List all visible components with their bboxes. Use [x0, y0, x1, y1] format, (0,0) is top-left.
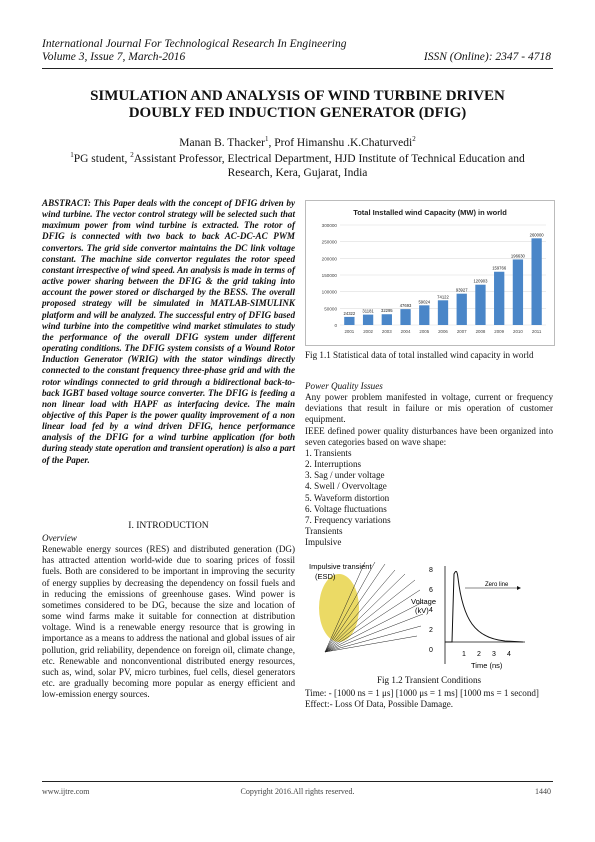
y-tick-label: 150000 — [321, 273, 337, 278]
x-tick: 1 — [462, 651, 466, 658]
label-time: Time (ns) — [471, 661, 503, 670]
arrow-head-icon — [517, 586, 521, 590]
issn: ISSN (Online): 2347 - 4718 — [423, 51, 551, 63]
bar — [382, 314, 392, 325]
bar — [531, 238, 541, 325]
chart-title: Total Installed wind Capacity (MW) in world — [353, 208, 507, 217]
data-label: 59024 — [418, 299, 431, 305]
affil-sup-1: 1 — [70, 151, 74, 159]
journal-volume: Volume 3, Issue 7, March-2016 — [42, 51, 186, 63]
journal-name: International Journal For Technological Research In Engineering — [42, 38, 347, 50]
abstract: ABSTRACT: This Paper deals with the concept of DFIG driven by wind turbine. The vector control strategy will be selected such that maximum power from wind turbine is extracted. The rotor of DFIG is connected with two back to back AC-DC-AC PWM convertors. The grid side convertor maintains the DC link voltage constant. The machine side convertor regulates the rotor speed constant irrespective of wind speed. An analysis is made in terms of active power sharing between the DFIG & the grid taking into account the power stored or discharged by the BESS. The overall proposed strategy will be simulated in MATLAB-SIMULINK platform and will be analyzed. The successful entry of DFIG based wind turbine into the competitive wind market stimulates to study the performance of the overall DFIG system under different operating conditions. The DFIG system consists of a Wound Rotor Induction Generator (WRIG) with the stator windings directly connected to the constant frequency three-phase grid and with the rotor windings connected to grid through a bidirectional back-to-back IGBT based voltage source converter. The DFIG is feeding a non linear load with HAPF as interfacing device. The main objective of this Paper is the power quality improvement of a non linear load fed by a wind driven DFIG, hence performance analysis of the DFIG for a wind turbine application (for both during steady state operation and transient operation) is also a part of the Paper. — [42, 198, 295, 465]
x-tick-label: 2008 — [475, 329, 486, 334]
data-label: 159766 — [492, 265, 507, 271]
bar — [363, 315, 373, 325]
bar — [419, 305, 429, 325]
x-tick-label: 2004 — [400, 329, 411, 334]
x-tick-label: 2002 — [363, 329, 373, 334]
label-zero-line: Zero line — [485, 582, 509, 588]
list-item: 6. Voltage fluctuations — [305, 503, 387, 514]
transient-figure — [305, 560, 553, 672]
impulsive-label: Impulsive — [305, 537, 342, 548]
x-tick: 4 — [507, 651, 511, 658]
footer-page-number: 1440 — [535, 787, 551, 796]
data-label: 260000 — [529, 232, 544, 238]
footer-rule — [42, 781, 553, 782]
power-quality-heading: Power Quality Issues — [305, 381, 383, 391]
section-heading-introduction: I. INTRODUCTION — [128, 520, 209, 531]
x-tick-label: 2006 — [438, 329, 448, 334]
transient-curve — [445, 571, 523, 642]
author-1: Manan B. Thacker — [179, 136, 265, 149]
data-label: 32295 — [380, 308, 393, 314]
x-tick-label: 2005 — [419, 329, 430, 334]
y-tick: 8 — [429, 567, 433, 574]
label-voltage: Voltage — [411, 597, 437, 606]
data-label: 196630 — [510, 253, 525, 259]
author-2: , Prof Himanshu .K.Chaturvedi — [268, 136, 413, 149]
list-item: 1. Transients — [305, 447, 352, 458]
author-2-sup: 2 — [412, 135, 416, 143]
label-esd: (ESD) — [315, 572, 336, 581]
fig-2-caption: Fig 1.2 Transient Conditions — [376, 675, 482, 685]
data-label: 74122 — [437, 294, 449, 300]
fig-2-notes — [305, 688, 553, 710]
power-quality-para-1: Any power problem manifested in voltage, current or frequency deviations that result in failure or mis operation of customer equipment. — [305, 392, 553, 425]
x-tick-label: 2001 — [344, 329, 355, 334]
y-tick: 0 — [429, 647, 433, 654]
list-item: 7. Frequency variations — [305, 514, 391, 525]
fig-1-caption: Fig 1.1 Statistical data of total installed wind capacity in world — [305, 350, 534, 360]
journal-header — [42, 38, 347, 64]
transient-figure-svg — [305, 560, 553, 672]
data-label: 31181 — [362, 308, 374, 314]
title-line-1: SIMULATION AND ANALYSIS OF WIND TURBINE DRIVEN — [90, 88, 505, 104]
bar — [475, 285, 485, 325]
affiliation — [42, 148, 553, 180]
y-tick-label: 0 — [334, 323, 337, 328]
x-tick-label: 2003 — [381, 329, 392, 334]
y-tick: 2 — [429, 627, 433, 634]
affil-part-1: PG student, — [73, 152, 131, 165]
introduction-text: Renewable energy sources (RES) and distributed generation (DG) has attracted attention world-wide due to soaring prices of fossil fuels. Both are considered to be important in improving the security of energy supplies by decreasing the dependency on fossil fuels and in reducing the emissions of greenhouse gases. Wind power is sometimes considered to be DG, because the size and location of some wind farms make it suitable for connection at distribution voltage. Wind is a renewable energy resource that is growing in importance as a means to address the national and global issues of air pollution, grid reliability, dependence on foreign oil, climate change, etc. Renewable and nonconventional distributed energy resources, such as, wind, solar PV, micro turbines, fuel cells, diesel generators etc. are gradually becoming more popular as energy efficient and low-emission energy sources. — [42, 544, 295, 700]
list-item: 2. Interruptions — [305, 459, 362, 470]
x-tick-label: 2009 — [494, 329, 505, 334]
data-label: 120903 — [473, 278, 488, 284]
power-quality-section — [305, 381, 553, 548]
y-tick: 4 — [429, 607, 433, 614]
affil-line-2: Research, Kera, Gujarat, India — [227, 166, 368, 179]
data-label: 24322 — [343, 310, 356, 316]
data-label: 47693 — [399, 303, 412, 309]
x-tick-label: 2011 — [531, 329, 542, 334]
introduction-body — [42, 533, 295, 700]
x-tick: 2 — [477, 651, 481, 658]
subheading-overview: Overview — [42, 533, 77, 543]
list-item: 3. Sag / under voltage — [305, 470, 385, 481]
bar — [494, 272, 504, 325]
bar — [344, 317, 354, 325]
y-tick-label: 100000 — [321, 289, 337, 295]
y-tick: 6 — [429, 587, 433, 594]
wind-capacity-chart-svg — [306, 201, 554, 345]
label-kv: (kV) — [415, 606, 429, 615]
bar — [438, 300, 448, 325]
footer-site: www.ijtre.com — [42, 787, 90, 796]
y-tick-label: 250000 — [321, 239, 337, 245]
list-item: 4. Swell / Overvoltage — [305, 481, 387, 492]
header-rule — [42, 68, 553, 69]
bar — [513, 259, 523, 325]
wind-capacity-chart — [305, 200, 555, 346]
title-line-2: DOUBLY FED INDUCTION GENERATOR (DFIG) — [128, 105, 467, 121]
label-impulsive-transient: Impulsive transient — [309, 562, 372, 571]
effect-note: Effect:- Loss Of Data, Possible Damage. — [305, 699, 454, 710]
bar — [400, 309, 410, 325]
power-quality-para-2: IEEE defined power quality disturbances have been organized into seven categories based on wave shape: — [305, 425, 553, 447]
footer-copyright: Copyright 2016.All rights reserved. — [240, 787, 355, 796]
y-tick-label: 300000 — [321, 223, 337, 228]
bar — [457, 294, 467, 325]
paper-title — [42, 88, 553, 122]
x-tick: 3 — [492, 651, 496, 658]
y-tick-label: 50000 — [324, 306, 337, 312]
data-label: 93927 — [455, 287, 468, 293]
affil-part-2: Assistant Professor, Electrical Department, HJD Institute of Technical Education and — [133, 152, 525, 165]
affil-sup-2: 2 — [130, 151, 134, 159]
time-note: Time: - [1000 ns = 1 μs] [1000 μs = 1 ms] [1000 ms = 1 second] — [305, 688, 539, 698]
author-1-sup: 1 — [264, 135, 269, 143]
x-tick-label: 2007 — [456, 329, 467, 334]
list-item: 5. Waveform distortion — [305, 492, 390, 503]
y-tick-label: 200000 — [321, 256, 337, 262]
disturbance-list — [305, 448, 553, 526]
x-tick-label: 2010 — [513, 329, 523, 334]
transients-label: Transients — [305, 526, 343, 537]
